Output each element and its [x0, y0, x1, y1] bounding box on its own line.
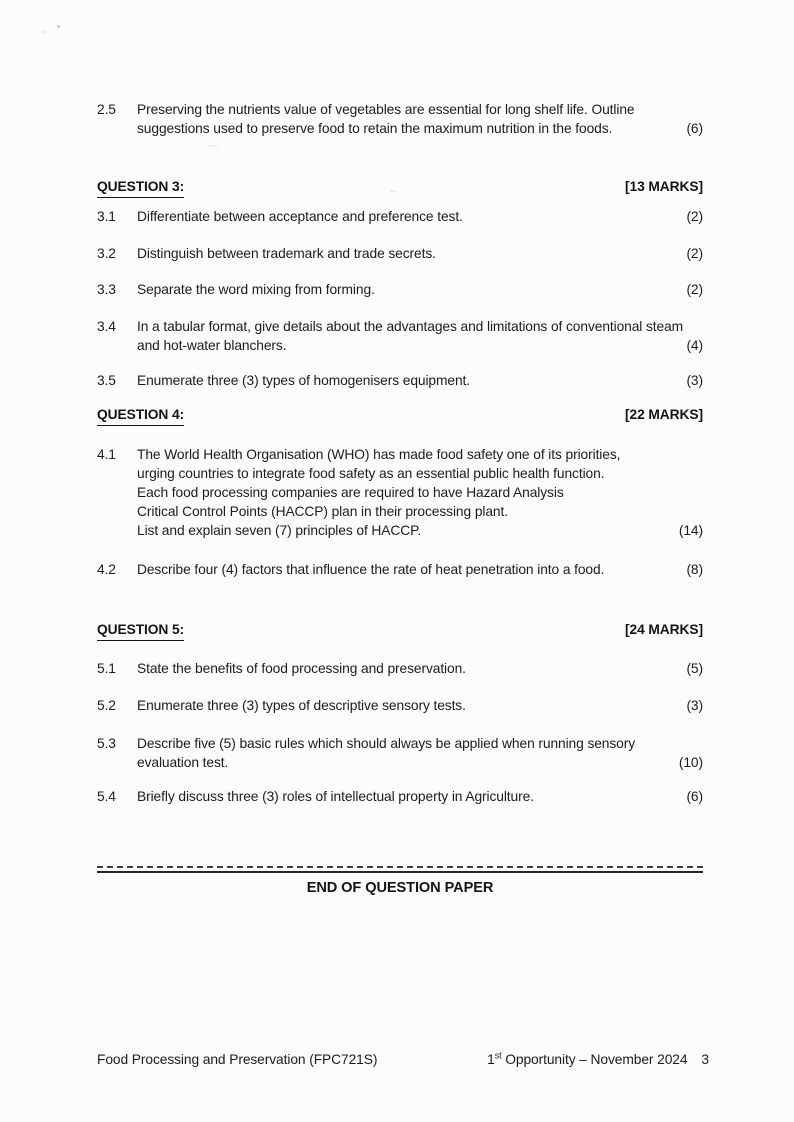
text-line: and hot-water blanchers.	[137, 338, 287, 353]
text-line: Enumerate three (3) types of homogenisers equipment.	[137, 373, 471, 388]
text-line: The World Health Organisation (WHO) has made food safety one of its priorities,	[137, 447, 621, 462]
item-text	[137, 734, 673, 772]
footer-course-title: Food Processing and Preservation (FPC721S)	[97, 1052, 378, 1067]
item-text	[137, 371, 680, 390]
question-item-4-2	[97, 560, 703, 579]
question3-total-marks: [13 MARKS]	[625, 179, 703, 194]
footer-page-number: 3	[701, 1052, 709, 1067]
scan-speck	[208, 145, 218, 147]
text-line: State the benefits of food processing and preservation.	[137, 661, 466, 676]
question5-heading-row	[97, 620, 703, 641]
question4-total-marks: [22 MARKS]	[625, 407, 703, 422]
item-number: 5.4	[97, 789, 116, 804]
item-text	[137, 100, 680, 138]
question-item-3-2	[97, 244, 703, 263]
item-marks: (2)	[686, 246, 703, 261]
item-marks: (14)	[678, 523, 703, 538]
item-marks: (4)	[686, 338, 703, 353]
question-item-5-1	[97, 659, 703, 678]
question-item-3-3	[97, 280, 703, 299]
question-item-5-4	[97, 787, 703, 806]
item-text	[137, 445, 673, 540]
question-item-3-5	[97, 371, 703, 390]
item-marks: (2)	[686, 282, 703, 297]
question-item-2-5	[97, 100, 703, 138]
item-number: 4.1	[97, 447, 116, 462]
question-item-5-2	[97, 696, 703, 715]
page-footer	[97, 1050, 709, 1069]
item-marks: (3)	[686, 373, 703, 388]
item-number: 3.5	[97, 373, 116, 388]
scan-speck	[390, 190, 396, 192]
item-number: 3.4	[97, 319, 116, 334]
question4-heading: QUESTION 4:	[97, 405, 184, 426]
end-divider	[97, 866, 703, 873]
text-line: evaluation test.	[137, 755, 229, 770]
text-line: suggestions used to preserve food to retain the maximum nutrition in the foods.	[137, 121, 613, 136]
text-line: Briefly discuss three (3) roles of intellectual property in Agriculture.	[137, 789, 534, 804]
item-text	[137, 560, 680, 579]
question-item-5-3	[97, 734, 703, 772]
text-line: Preserving the nutrients value of vegetables are essential for long shelf life. Outline	[137, 102, 635, 117]
text-line: List and explain seven (7) principles of HACCP.	[137, 523, 422, 538]
item-number: 2.5	[97, 102, 116, 117]
text-line: Separate the word mixing from forming.	[137, 282, 375, 297]
item-marks: (10)	[678, 755, 703, 770]
item-text	[137, 244, 680, 263]
question-item-4-1	[97, 445, 703, 540]
item-number: 5.3	[97, 736, 116, 751]
footer-ordinal-suffix: st	[494, 1050, 502, 1061]
question4-heading-row	[97, 405, 703, 426]
text-line: Enumerate three (3) types of descriptive sensory tests.	[137, 698, 466, 713]
text-line: Critical Control Points (HACCP) plan in their processing plant.	[137, 504, 508, 519]
item-number: 3.2	[97, 246, 116, 261]
item-marks: (3)	[686, 698, 703, 713]
item-number: 5.1	[97, 661, 116, 676]
question-item-3-1	[97, 207, 703, 226]
scan-speck	[57, 25, 60, 28]
question5-heading: QUESTION 5:	[97, 620, 184, 641]
item-number: 4.2	[97, 562, 116, 577]
text-line: Distinguish between trademark and trade secrets.	[137, 246, 436, 261]
item-text	[137, 207, 680, 226]
question5-total-marks: [24 MARKS]	[625, 622, 703, 637]
item-text	[137, 787, 680, 806]
item-marks: (6)	[686, 121, 703, 136]
item-number: 3.3	[97, 282, 116, 297]
item-number: 3.1	[97, 209, 116, 224]
footer-session-text: Opportunity – November 2024	[501, 1052, 688, 1067]
question-item-3-4	[97, 317, 703, 355]
item-text	[137, 659, 680, 678]
item-text	[137, 280, 680, 299]
end-of-paper-title: END OF QUESTION PAPER	[306, 880, 494, 896]
text-line: Describe four (4) factors that influence the rate of heat penetration into a food.	[137, 562, 605, 577]
footer-ordinal-base: 1	[487, 1052, 495, 1067]
item-marks: (5)	[686, 661, 703, 676]
text-line: Each food processing companies are required to have Hazard Analysis	[137, 485, 564, 500]
text-line: Differentiate between acceptance and preference test.	[137, 209, 463, 224]
item-marks: (6)	[686, 789, 703, 804]
item-marks: (2)	[686, 209, 703, 224]
text-line: Describe five (5) basic rules which should always be applied when running sensory	[137, 736, 636, 751]
footer-session-info	[487, 1050, 709, 1069]
item-text	[137, 696, 680, 715]
scan-speck	[44, 31, 46, 33]
text-line: In a tabular format, give details about the advantages and limitations of conventional steam	[137, 319, 684, 334]
text-line: urging countries to integrate food safety as an essential public health function.	[137, 466, 605, 481]
item-marks: (8)	[686, 562, 703, 577]
question3-heading-row	[97, 177, 703, 198]
item-number: 5.2	[97, 698, 116, 713]
item-text	[137, 317, 684, 355]
question3-heading: QUESTION 3:	[97, 177, 184, 198]
